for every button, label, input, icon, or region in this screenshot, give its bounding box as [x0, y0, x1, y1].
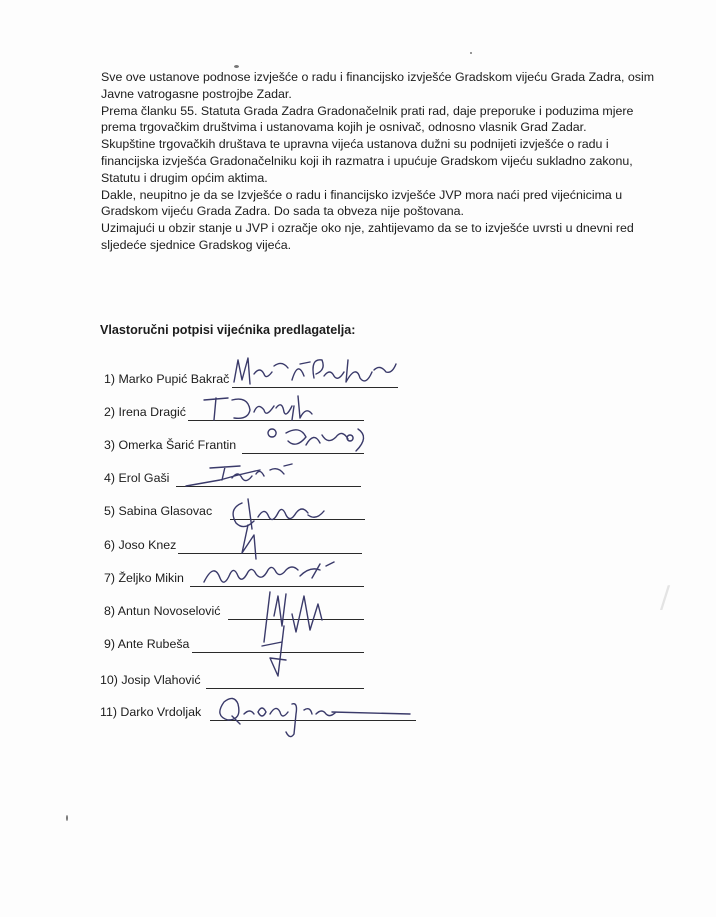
signature-line [206, 688, 364, 689]
signatory-name: 5) Sabina Glasovac [104, 504, 213, 518]
handwritten-signature [214, 690, 414, 742]
bleed-through-mark: / [660, 580, 671, 615]
signatory-name: 9) Ante Rubeša [104, 637, 190, 651]
signatory-row [104, 602, 384, 622]
body-line: Skupštine trgovačkih društava te upravna vijeća ustanova dužni su podnijeti izvješće o radu i [101, 137, 609, 152]
signatory-name: 2) Irena Dragić [104, 405, 186, 419]
handwritten-signature [256, 586, 336, 681]
body-line: Sve ove ustanove podnose izvješće o radu i financijsko izvješće Gradskom vijeću Grada Zadra, osim [101, 70, 655, 84]
body-line: Dakle, neupitno je da se Izvješće o radu i financijsko izvješće JVP mora naći pred vijećnicima u [101, 187, 623, 202]
body-line: sljedeće sjednice Gradskog vijeća. [101, 237, 292, 252]
handwritten-signature [262, 423, 372, 459]
signatures-heading: Vlastoručni potpisi vijećnika predlagatelja: [100, 323, 356, 337]
signatory-row [104, 635, 384, 655]
handwritten-signature [198, 392, 328, 426]
body-line: Uzimajući u obzir stanje u JVP i ozračje oko nje, zahtijevamo da se to izvješće uvrsti u dnevni red [101, 221, 634, 236]
signatory-name: 8) Antun Novoselović [104, 604, 221, 618]
body-line: Javne vatrogasne postrojbe Zadar. [101, 86, 292, 101]
signatory-row [100, 671, 380, 691]
handwritten-signature [230, 352, 400, 392]
body-line: Prema članku 55. Statuta Grada Zadra Gradonačelnik prati rad, daje preporuke i poduzima mjere [101, 103, 634, 118]
body-line: Statutu i drugim općim aktima. [101, 170, 268, 185]
scan-speck [66, 815, 68, 821]
scan-speck [234, 65, 239, 68]
body-line: financijska izvješća Gradonačelniku koji ih razmatra i upućuje Gradskom vijeću sukladno zakonu, [101, 153, 633, 168]
signatory-name: 1) Marko Pupić Bakrač [104, 372, 230, 386]
signatory-name: 4) Erol Gaši [104, 471, 170, 485]
body-text [101, 69, 661, 254]
signatory-name: 10) Josip Vlahović [100, 673, 201, 687]
signatory-name: 3) Omerka Šarić Frantin [104, 438, 237, 452]
handwritten-signature [228, 495, 328, 567]
signatory-name: 11) Darko Vrdoljak [100, 705, 202, 719]
scan-speck [470, 52, 472, 54]
body-line: Gradskom vijeću Grada Zadra. Do sada ta obveza nije poštovana. [101, 204, 464, 219]
body-line: prema trgovačkim društvima i ustanovama kojih je osnivač, odnosno vlasnik Grad Zadar. [101, 120, 587, 135]
signatory-name: 6) Joso Knez [104, 538, 177, 552]
handwritten-signature [180, 460, 300, 490]
signatory-name: 7) Željko Mikin [104, 571, 184, 585]
